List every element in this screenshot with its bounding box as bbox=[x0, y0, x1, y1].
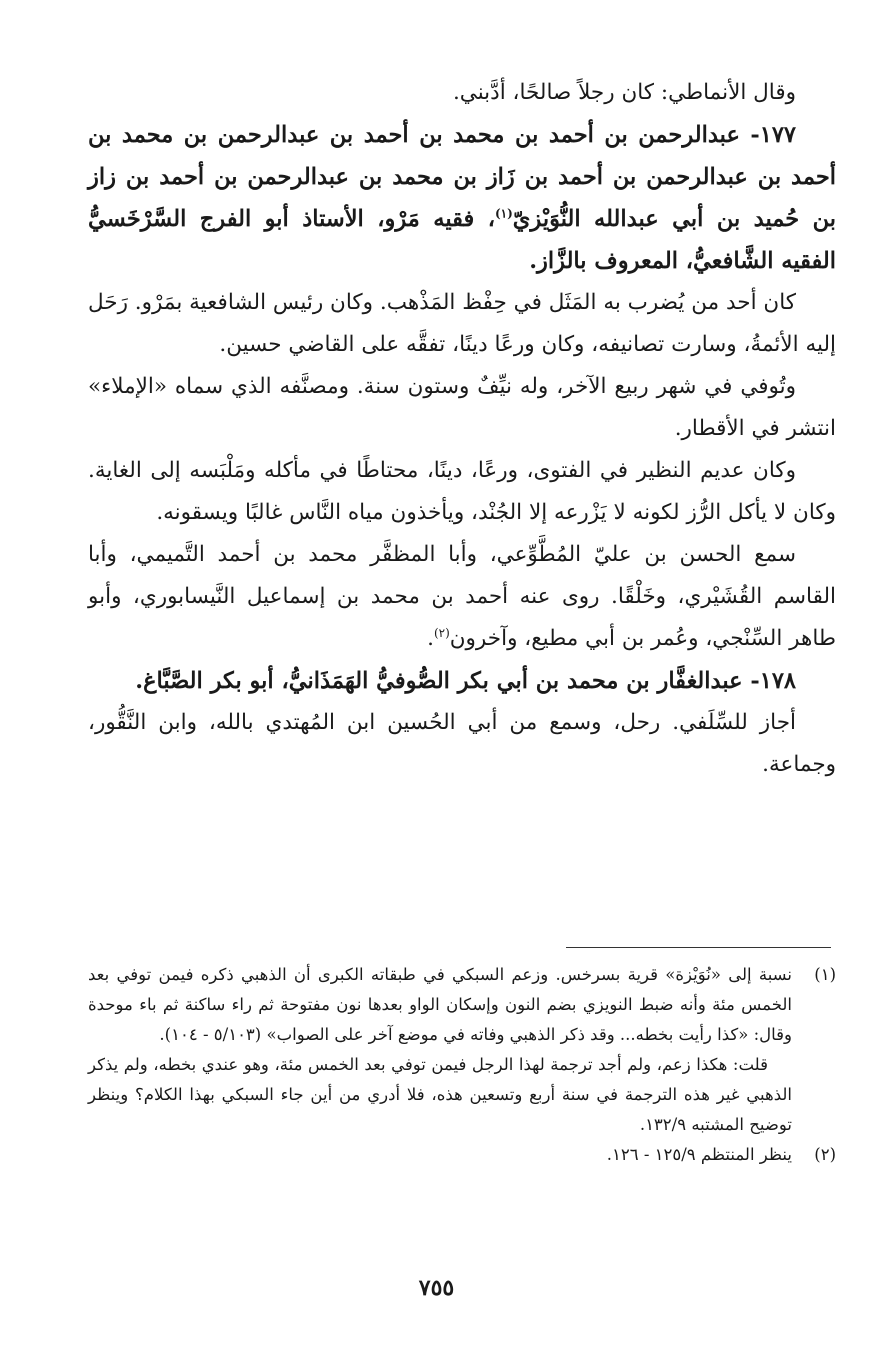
entry-177-paragraph-1: كان أحد من يُضرب به المَثَل في حِفْظ المَذْهب. وكان رئيس الشافعية بمَرْو. رَحَل إليه الأئمةُ، وسارت تصانيفه، وكان ورعًا دينًا، تفقَّه على القاضي حسين. bbox=[88, 290, 836, 357]
footnote-2-body bbox=[88, 1140, 792, 1170]
entry-177-heading bbox=[88, 114, 836, 282]
footnote-2-paragraph-1: ينظر المنتظم ١٢٥/٩ - ١٢٦. bbox=[606, 1145, 792, 1164]
entry-178-paragraph-1: أجاز للسِّلَفي. رحل، وسمع من أبي الحُسين ابن المُهتدي بالله، وابن النَّقُّور، وجماعة. bbox=[88, 710, 836, 777]
footnotes bbox=[88, 960, 836, 1170]
footnote-ref-1[interactable]: (١) bbox=[494, 206, 513, 221]
entry-177-paragraph-2: وتُوفي في شهر ربيع الآخر، وله نيِّفٌ وستون سنة. ومصنَّفه الذي سماه «الإملاء» انتشر في الأقطار. bbox=[88, 374, 836, 441]
footnote-1-paragraph-2: قلت: هكذا زعم، ولم أجد ترجمة لهذا الرجل فيمن توفي بعد الخمس مئة، وهو عندي بخطه، ولم يذكر الذهبي غير هذه الترجمة في سنة أربع وتسعين هذه، فلا أدري من أين جاء السبكي بهذا الكلام؟ وينظر توضيح المشتبه ١٣٢/٩. bbox=[88, 1055, 792, 1134]
footnote-separator bbox=[566, 947, 831, 948]
entry-177-paragraph-3: وكان عديم النظير في الفتوى، ورعًا، دينًا، محتاطًا في مأكله ومَلْبَسه إلى الغاية. وكان لا يأكل الرُّز لكونه لا يَزْرعه إلا الجُنْد، ويأخذون مياه النَّاس غالبًا ويسقونه. bbox=[88, 458, 836, 525]
footnote-1-number: (١) bbox=[814, 965, 836, 984]
footnote-1 bbox=[88, 960, 836, 1140]
footnote-1-body bbox=[88, 960, 792, 1140]
footnote-ref-2[interactable]: (٢) bbox=[433, 625, 450, 640]
footnote-2-number: (٢) bbox=[814, 1145, 836, 1164]
paragraph-anmati: وقال الأنماطي: كان رجلاً صالحًا، أدَّبني. bbox=[452, 80, 796, 105]
entry-177-paragraph-4-tail: . bbox=[427, 626, 434, 651]
entry-177-paragraph-4 bbox=[88, 534, 836, 660]
entry-177-paragraph-4-text: سمع الحسن بن عليّ المُطَّوِّعي، وأبا المظفَّر محمد بن أحمد التَّميمي، وأبا القاسم القُشَيْري، وخَلْقًا. روى عنه أحمد بن محمد بن إسماعيل النَّيسابوري، وأبو طاهر السِّنْجي، وعُمر بن أبي مطيع، وآخرون bbox=[88, 542, 836, 651]
entry-177-heading-tail: ، فقيه مَرْو، الأستاذ أبو الفرج السَّرْخَسيُّ الفقيه الشَّافعيُّ، المعروف بالزَّاز. bbox=[88, 206, 836, 274]
footnote-2 bbox=[88, 1140, 836, 1170]
entry-178-heading: ١٧٨- عبدالغفَّار بن محمد بن أبي بكر الصُّوفيُّ الهَمَذَانيُّ، أبو بكر الصَّبَّاغ. bbox=[135, 668, 796, 694]
entry-177-name: ١٧٧- عبدالرحمن بن أحمد بن محمد بن أحمد بن عبدالرحمن بن محمد بن أحمد بن عبدالرحمن بن أحمد بن زَاز بن محمد بن عبدالرحمن بن أحمد بن زاز بن حُميد بن أبي عبدالله النُّوَيْزيّ bbox=[88, 122, 836, 232]
footnote-1-paragraph-1: نسبة إلى «نُوَيْزة» قرية بسرخس. وزعم السبكي في طبقاته الكبرى أن الذهبي ذكره فيمن توفي بعد الخمس مئة وأنه ضبط النويزي بضم النون وإسكان الواو بعدها نون مفتوحة ثم راء ساكنة ثم باء موحدة وقال: «كذا رأيت بخطه... وقد ذكر الذهبي وفاته في موضع آخر على الصواب» (٥/١٠٣ - ١٠٤). bbox=[88, 965, 792, 1044]
main-text bbox=[88, 72, 836, 786]
page-number: ٧٥٥ bbox=[418, 1275, 455, 1301]
